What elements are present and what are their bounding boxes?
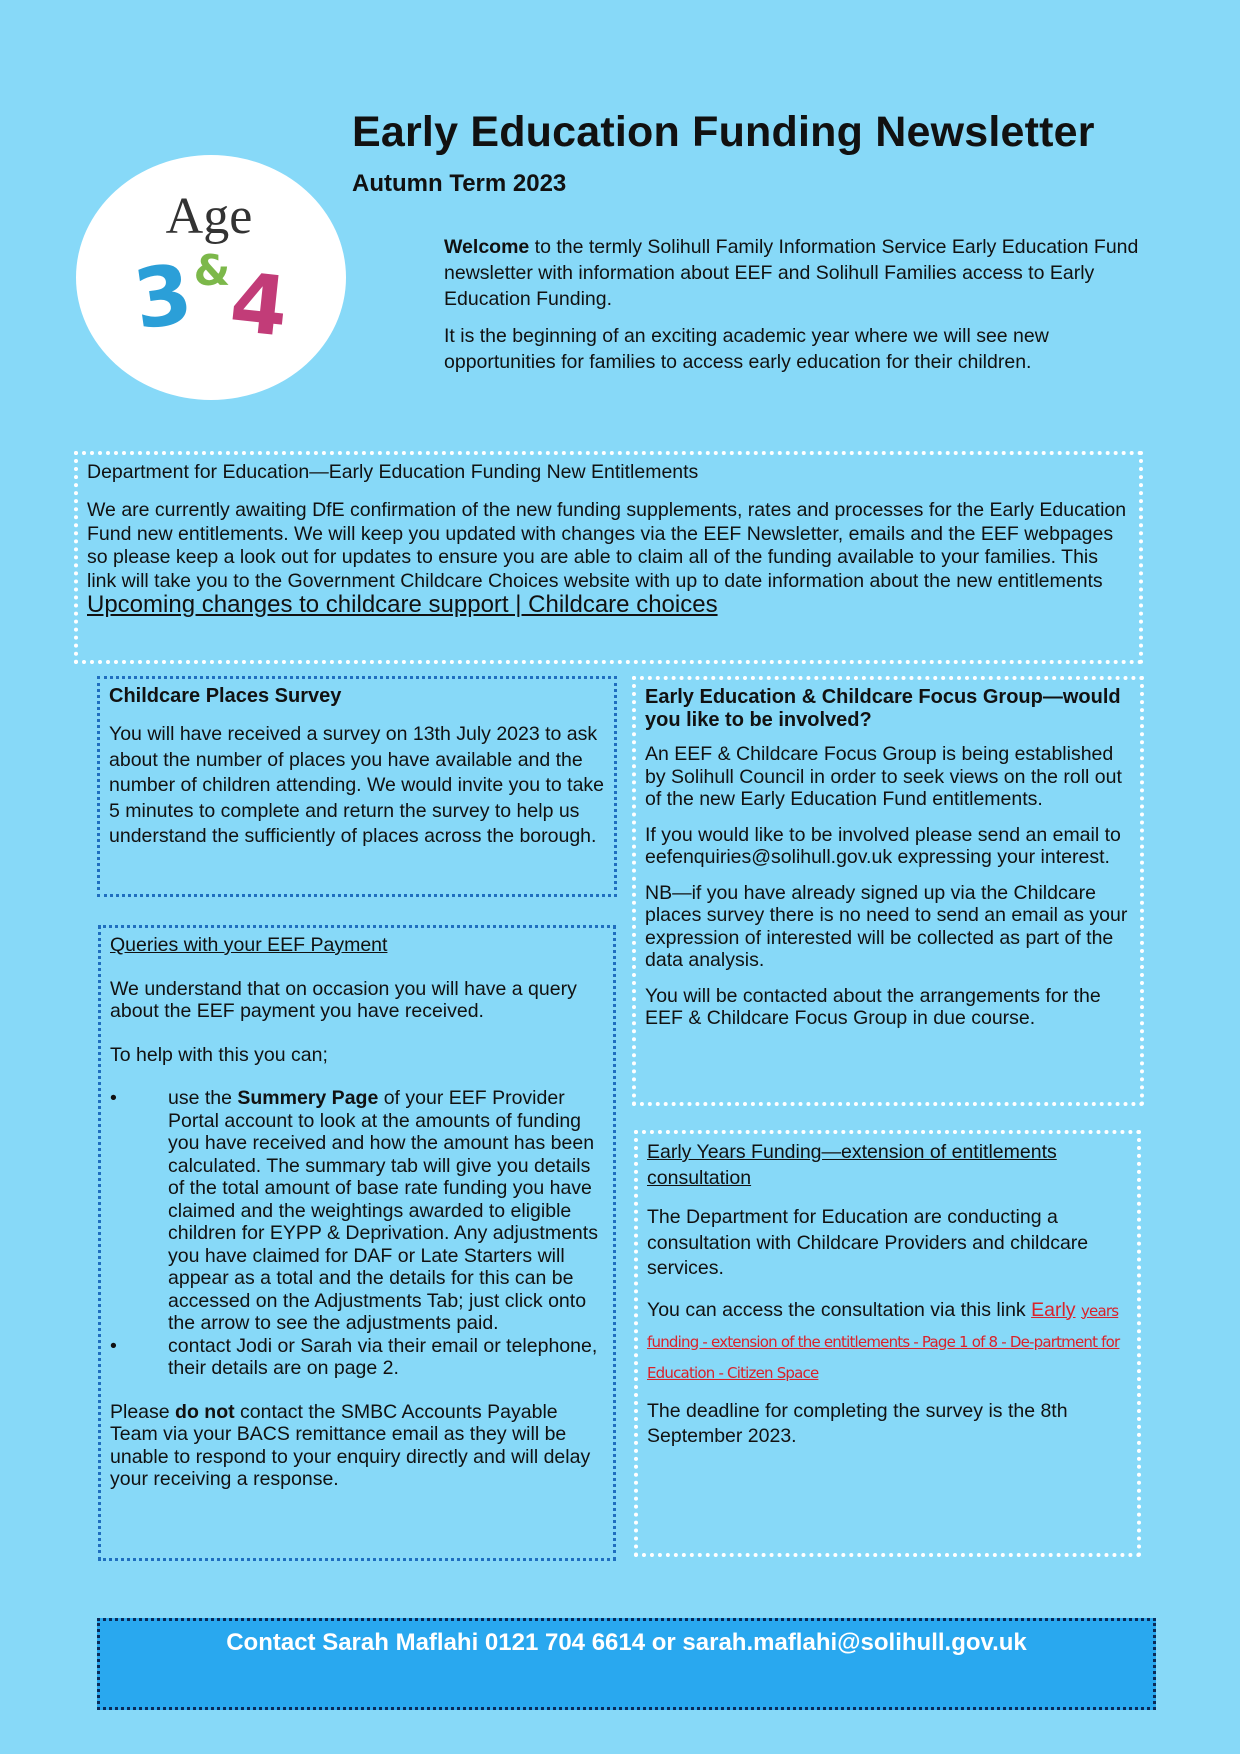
closing-emphasis: do not — [175, 1400, 235, 1423]
survey-box-title: Childcare Places Survey — [109, 685, 342, 707]
focus-box-paragraph-3: NB—if you have already signed up via the Childcare places survey there is no need to send an email as your expression of interested will be collected as part of the data analysis. — [645, 881, 1128, 971]
dfe-entitlements-box — [74, 451, 1143, 664]
focus-group-box — [632, 676, 1144, 1106]
age-3-4-logo — [76, 155, 346, 400]
consultation-link[interactable]: years funding - extension of the entitlements - Page 1 of 8 - De-partment for Education - Citizen Space — [647, 1301, 1120, 1382]
bullet-marker: • — [110, 1087, 117, 1109]
closing-text-post: contact the SMBC Accounts Payable Team via your BACS remittance email as they will be unable to respond to your enquiry directly and will delay your receiving a response. — [110, 1400, 591, 1490]
list-item — [110, 1087, 605, 1335]
logo-graphic — [76, 155, 346, 400]
focus-box-paragraph-2: If you would like to be involved please send an email to eefenquiries@solihull.gov.uk expressing your interest. — [645, 823, 1121, 868]
bullet-marker: • — [110, 1334, 117, 1357]
closing-text-pre: Please — [110, 1400, 176, 1423]
list-item — [110, 1335, 605, 1380]
childcare-places-survey-box — [97, 676, 617, 897]
dfe-box-body-text: We are currently awaiting DfE confirmation of the new funding supplements, rates and processes for the Early Education Fund new entitlements. We will keep you updated with changes via the EEF Newsletter, emails and the EEF webpages so please keep a look out for updates to ensure you are able to claim all of the funding available to your families. This link will take you to the Government Childcare Choices website with up to date information about the new entitlements — [87, 499, 1127, 592]
eef-payment-queries-box — [98, 925, 616, 1561]
welcome-lead-text: to the termly Solihull Family Information Service Early Education Fund newsletter with information about EEF and Solihull Families access to Early Education Funding. — [444, 236, 1139, 310]
contact-text: Contact Sarah Maflahi 0121 704 6614 or sarah.maflahi@solihull.gov.uk — [226, 1629, 1027, 1656]
welcome-paragraph-2: It is the beginning of an exciting academic year where we will see new opportunities for families to access early education for their children. — [444, 325, 1049, 373]
queries-help-lead: To help with this you can; — [110, 1043, 328, 1066]
newsletter-subtitle: Autumn Term 2023 — [352, 170, 567, 197]
bullet1-text-post: of your EEF Provider Portal account to look at the amounts of funding you have received and how the amount has been calculated. The summary tab will give you details of the total amount of base rate funding you have claimed and the weightings awarded to eligible children for EYPP & Deprivation. Any adjustments you have claimed for DAF or Late Starters will appear as a total and the details for this can be accessed on the Adjustments Tab; just click onto the arrow to see the adjustments paid. — [168, 1087, 598, 1334]
bullet1-text-pre: use the — [168, 1087, 238, 1109]
welcome-paragraph — [444, 234, 1144, 312]
welcome-section — [444, 234, 1144, 386]
newsletter-title: Early Education Funding Newsletter — [352, 108, 1095, 156]
consultation-deadline: The deadline for completing the survey is the 8th September 2023. — [647, 1399, 1068, 1447]
survey-box-body: You will have received a survey on 13th July 2023 to ask about the number of places you have available and the number of children attending. We would invite you to take 5 minutes to complete and return the survey to help us understand the sufficiently of places across the borough. — [109, 723, 605, 847]
focus-box-title: Early Education & Childcare Focus Group—would you like to be involved? — [645, 686, 1121, 731]
dfe-box-body — [87, 499, 1131, 619]
queries-help-list — [110, 1087, 605, 1380]
childcare-choices-link[interactable]: Upcoming changes to childcare support | Childcare choices — [87, 591, 718, 618]
consultation-paragraph-1: The Department for Education are conducting a consultation with Childcare Providers and childcare services. — [647, 1206, 1089, 1279]
logo-ampersand: & — [193, 246, 231, 295]
welcome-lead: Welcome — [444, 236, 530, 258]
dfe-box-title: Department for Education—Early Education Funding New Entitlements — [87, 461, 699, 483]
queries-intro: We understand that on occasion you will have a query about the EEF payment you have received. — [110, 977, 577, 1022]
summary-page-label: Summery Page — [237, 1087, 379, 1109]
consultation-paragraph-2 — [647, 1296, 1129, 1389]
queries-box-title: Queries with your EEF Payment — [110, 934, 388, 956]
logo-digit-left: 3 — [128, 246, 198, 349]
bullet2-text: contact Jodi or Sarah via their email or telephone, their details are on page 2. — [168, 1334, 598, 1379]
logo-digit-right: 4 — [225, 255, 293, 356]
consultation-box-title: Early Years Funding—extension of entitlements consultation — [647, 1141, 1057, 1189]
logo-word: Age — [165, 188, 253, 245]
consultation-link-lead: You can access the consultation via this link — [647, 1298, 1032, 1321]
focus-box-paragraph-1: An EEF & Childcare Focus Group is being established by Solihull Council in order to seek views on the roll out of the new Early Education Fund entitlements. — [645, 743, 1122, 810]
consultation-link-start[interactable]: Early — [1031, 1298, 1076, 1321]
queries-closing — [110, 1401, 605, 1491]
focus-box-paragraph-4: You will be contacted about the arrangements for the EEF & Childcare Focus Group in due course. — [645, 984, 1101, 1029]
consultation-box — [634, 1130, 1141, 1557]
contact-banner — [97, 1618, 1156, 1710]
